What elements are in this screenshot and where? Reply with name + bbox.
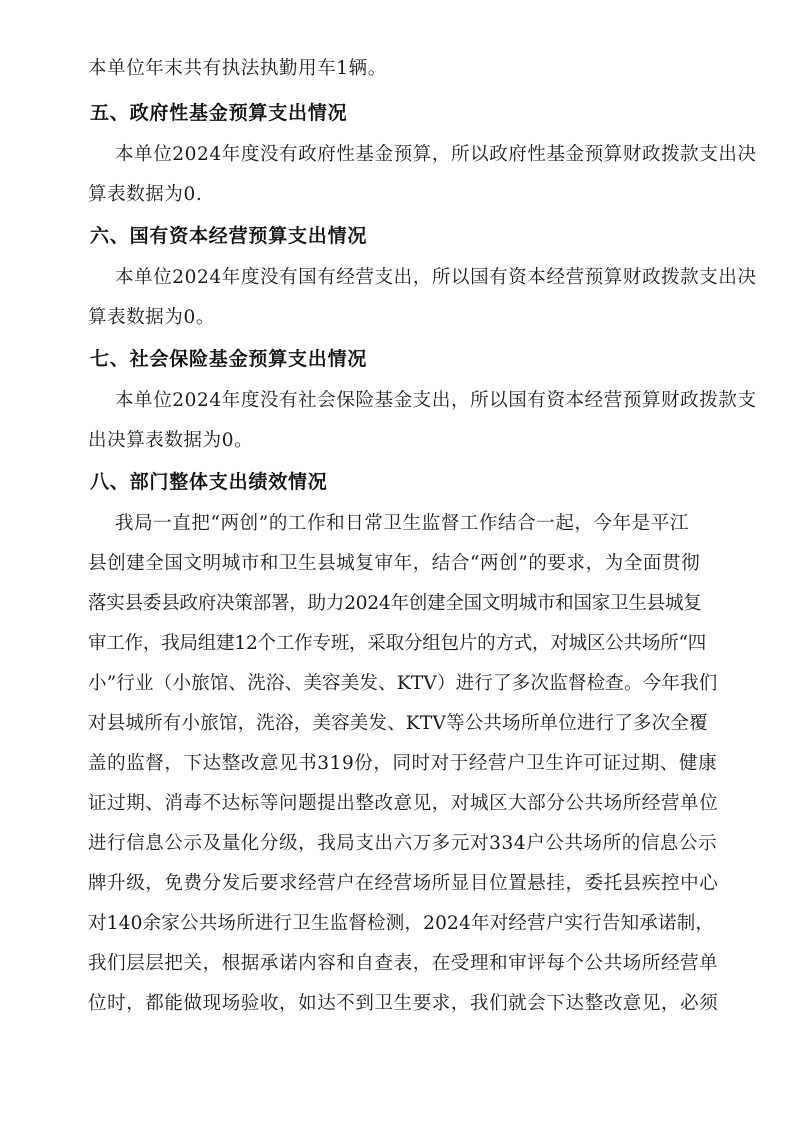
section-heading-state-capital: 六、国有资本经营预算支出情况 bbox=[90, 225, 368, 247]
paragraph-line: 证过期、消毒不达标等问题提出整改意见，对城区大部分公共场所经营单位 bbox=[88, 793, 719, 814]
paragraph-line: 位时，都能做现场验收，如达不到卫生要求，我们就会下达整改意见，必须 bbox=[88, 993, 719, 1014]
paragraph-line: 出决算表数据为0。 bbox=[88, 430, 254, 451]
paragraph-line: 小”行业（小旅馆、洗浴、美容美发、KTV）进行了多次监督检查。今年我们 bbox=[88, 673, 718, 694]
paragraph-line: 进行信息公示及量化分级，我局支出六万多元对334户公共场所的信息公示 bbox=[88, 833, 718, 854]
paragraph-line: 本单位2024年度没有国有经营支出，所以国有资本经营预算财政拨款支出决 bbox=[115, 267, 757, 288]
section-heading-performance: 八、部门整体支出绩效情况 bbox=[90, 471, 328, 493]
section-heading-government-fund: 五、政府性基金预算支出情况 bbox=[90, 102, 348, 124]
paragraph-line: 审工作，我局组建12个工作专班，采取分组包片的方式，对城区公共场所“四 bbox=[88, 633, 707, 654]
paragraph-line: 本单位2024年度没有政府性基金预算，所以政府性基金预算财政拨款支出决 bbox=[115, 144, 757, 165]
paragraph-line: 对140余家公共场所进行卫生监督检测，2024年对经营户实行告知承诺制， bbox=[88, 913, 715, 934]
paragraph-line: 我们层层把关，根据承诺内容和自查表，在受理和审评每个公共场所经营单 bbox=[88, 953, 719, 974]
paragraph-line: 落实县委县政府决策部署，助力2024年创建全国文明城市和国家卫生县城复 bbox=[88, 593, 702, 614]
paragraph-line: 算表数据为0。 bbox=[88, 307, 215, 328]
paragraph-line: 县创建全国文明城市和卫生县城复审年，结合“两创”的要求，为全面贯彻 bbox=[88, 553, 701, 574]
paragraph-line: 我局一直把“两创”的工作和日常卫生监督工作结合一起，今年是平江 bbox=[115, 513, 690, 534]
vehicle-count-sentence: 本单位年末共有执法执勤用车1辆。 bbox=[88, 58, 387, 79]
paragraph-line: 盖的监督，下达整改意见书319份，同时对于经营户卫生许可证过期、健康 bbox=[88, 753, 718, 774]
paragraph-line: 牌升级，免费分发后要求经营户在经营场所显目位置悬挂，委托县疾控中心 bbox=[88, 873, 719, 894]
paragraph-line: 算表数据为0. bbox=[88, 184, 203, 205]
paragraph-line: 本单位2024年度没有社会保险基金支出，所以国有资本经营预算财政拨款支 bbox=[115, 390, 757, 411]
paragraph-line: 对县城所有小旅馆，洗浴，美容美发、KTV等公共场所单位进行了多次全覆 bbox=[88, 713, 708, 734]
section-heading-social-insurance: 七、社会保险基金预算支出情况 bbox=[90, 348, 368, 370]
